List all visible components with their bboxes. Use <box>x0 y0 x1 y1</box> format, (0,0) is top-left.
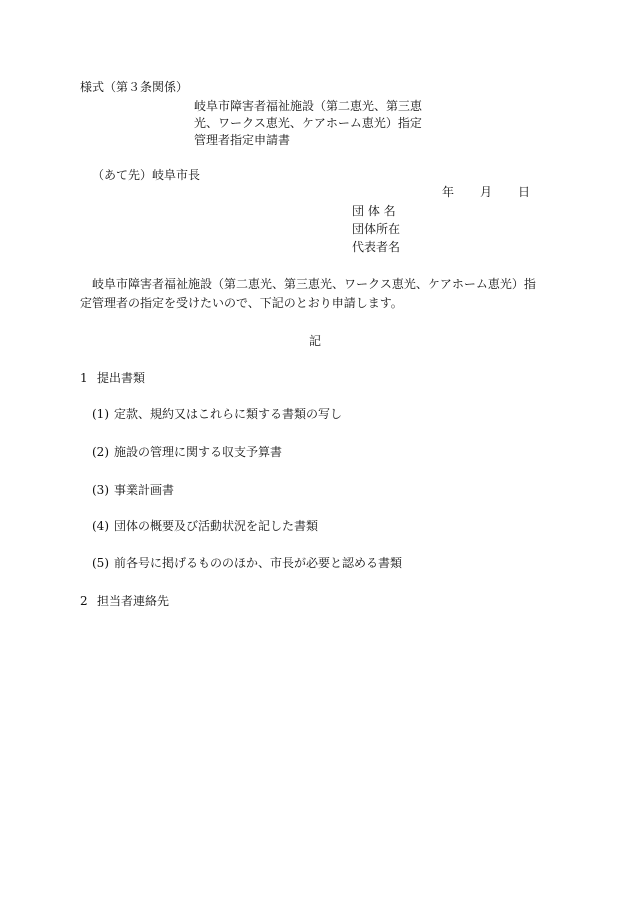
body-line-1: 岐阜市障害者福祉施設（第二恵光、第三恵光、ワークス恵光、ケアホーム恵光）指 <box>92 277 536 291</box>
list-item-number: (5) <box>92 556 109 570</box>
group-address-label: 団体所在 <box>352 222 401 236</box>
list-item <box>92 408 342 420</box>
list-item-number: (2) <box>92 445 109 459</box>
section-2-number: 2 <box>80 594 88 608</box>
representative-label: 代表者名 <box>352 240 401 254</box>
title-line-2: 光、ワークス恵光、ケアホーム恵光）指定 <box>194 116 422 130</box>
section-2-heading <box>80 595 169 607</box>
list-item-number: (4) <box>92 519 109 533</box>
list-item-number: (3) <box>92 483 109 497</box>
list-item-number: (1) <box>92 407 109 421</box>
list-item <box>92 446 282 458</box>
list-item-text: 前各号に掲げるもののほか、市長が必要と認める書類 <box>114 556 403 570</box>
date-day: 日 <box>518 185 531 199</box>
group-name-label: 団 体 名 <box>352 204 396 218</box>
date-year: 年 <box>442 185 455 199</box>
ki-heading: 記 <box>309 334 322 348</box>
section-1-title: 提出書類 <box>97 371 146 385</box>
list-item-text: 施設の管理に関する収支予算書 <box>114 445 283 459</box>
list-item-text: 事業計画書 <box>114 483 175 497</box>
date-month: 月 <box>480 185 493 199</box>
list-item-text: 団体の概要及び活動状況を記した書類 <box>114 519 319 533</box>
list-item <box>92 520 318 532</box>
section-2-title: 担当者連絡先 <box>97 594 170 608</box>
list-item <box>92 484 174 496</box>
title-line-1: 岐阜市障害者福祉施設（第二恵光、第三恵 <box>194 99 423 113</box>
form-label: 様式（第３条関係） <box>80 80 189 94</box>
section-1-number: 1 <box>80 371 88 385</box>
list-item-text: 定款、規約又はこれらに類する書類の写し <box>114 407 343 421</box>
body-line-2: 定管理者の指定を受けたいので、下記のとおり申請します。 <box>80 296 403 310</box>
date-line <box>442 186 530 198</box>
section-1-heading <box>80 372 145 384</box>
list-item <box>92 557 402 569</box>
title-line-3: 管理者指定申請書 <box>194 133 291 147</box>
addressee: （あて先）岐阜市長 <box>92 168 201 182</box>
